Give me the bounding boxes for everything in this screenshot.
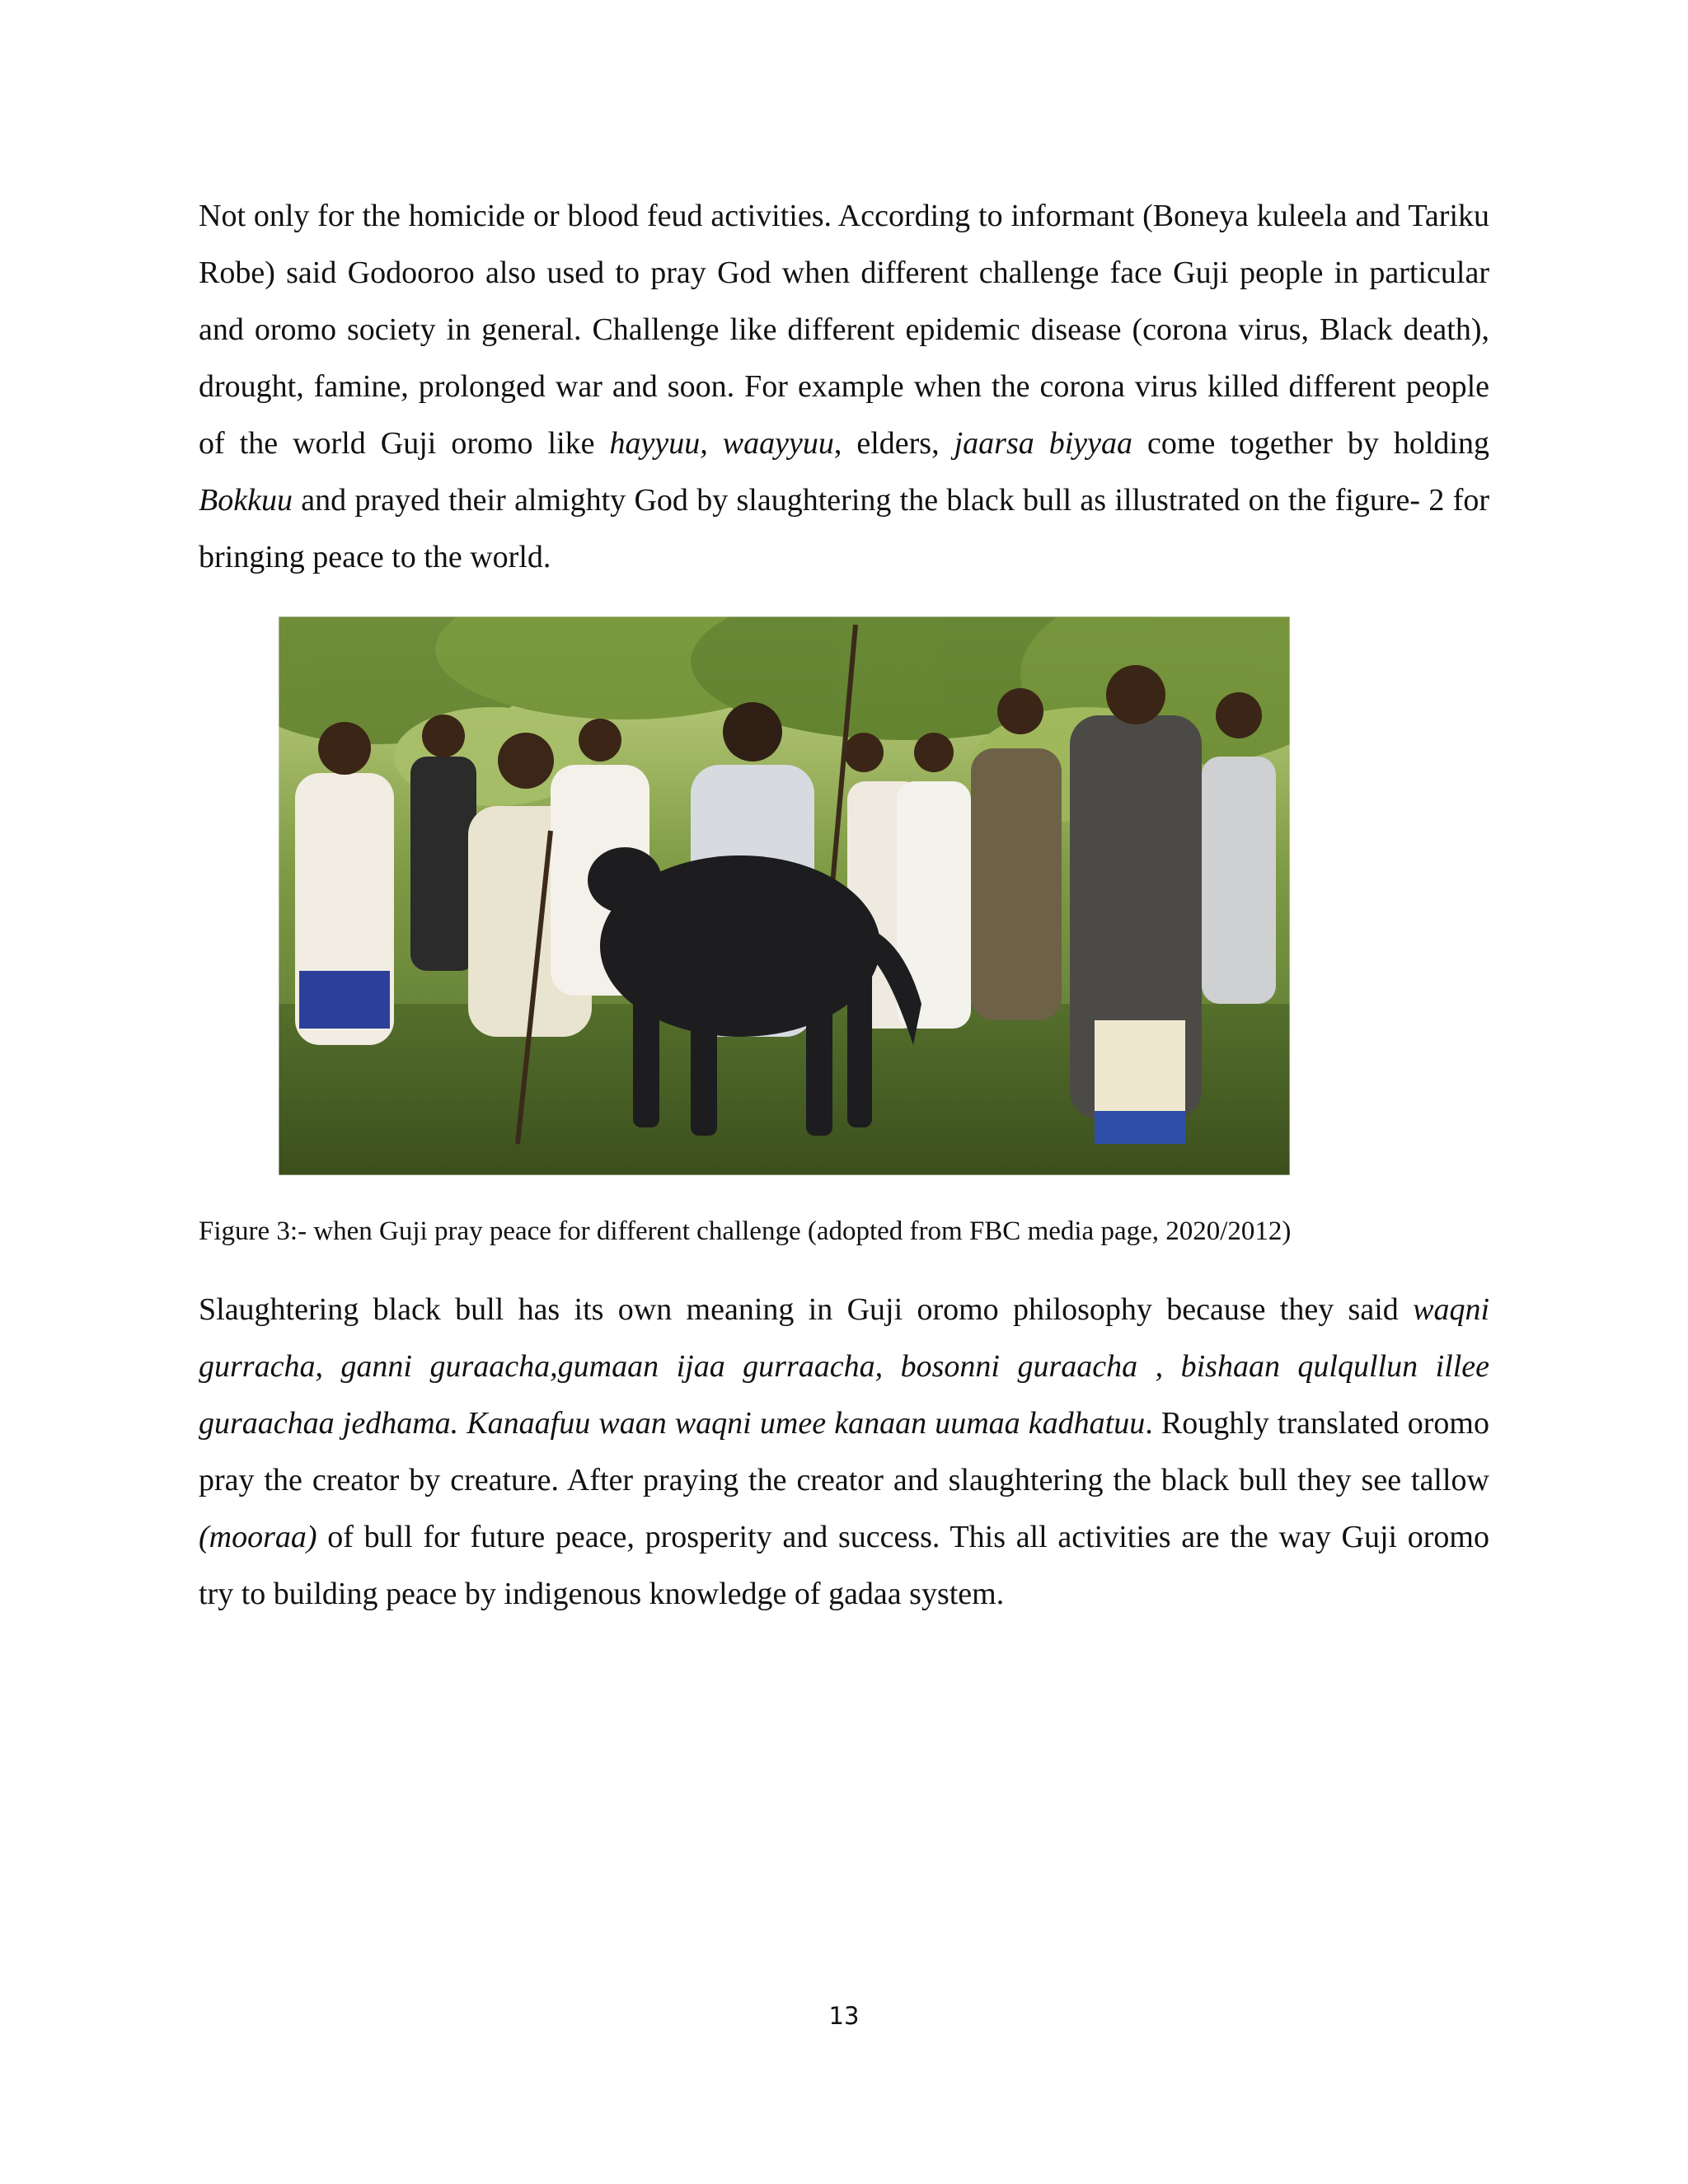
figure-caption: Figure 3:- when Guji pray peace for different challenge (adopted from FBC media page, 2020/2012) — [199, 1216, 1292, 1246]
paragraph-1-text-2: , elders, — [833, 426, 954, 461]
figure-photo — [279, 616, 1290, 1175]
paragraph-2-italic-2: (mooraa) — [199, 1520, 317, 1554]
paragraph-1-text-3: come together by holding — [1132, 426, 1489, 461]
paragraph-2-text-1: Slaughtering black bull has its own meaning in Guji oromo philosophy because they said — [199, 1292, 1414, 1327]
body-paragraph-1 — [199, 188, 1489, 586]
paragraph-1-italic-3: Bokkuu — [199, 483, 293, 518]
paragraph-1-italic-1: hayyuu, waayyuu — [609, 426, 834, 461]
paragraph-1-italic-2: jaarsa biyyaa — [954, 426, 1133, 461]
paragraph-2-italic-1: waqni gurracha, ganni guraacha,gumaan ijaa gurraacha, bosonni guraacha , bishaan qulqullun illee guraachaa jedhama. Kanaafuu waan waqni umee kanaan uumaa kadhatuu — [199, 1292, 1489, 1441]
body-paragraph-2 — [199, 1282, 1489, 1623]
page-number: 13 — [828, 2002, 860, 2030]
paragraph-2-text-3: of bull for future peace, prosperity and success. This all activities are the way Guji oromo try to building peace by indigenous knowledge of gadaa system. — [199, 1520, 1489, 1611]
paragraph-1-text-1: Not only for the homicide or blood feud activities. According to informant (Boneya kuleela and Tariku Robe) said Godooroo also used to pray God when different challenge face Guji people in particular and oromo society in general. Challenge like different epidemic disease (corona virus, Black death), drought, famine, prolonged war and soon. For example when the corona virus killed different people of the world Guji oromo like — [199, 199, 1489, 461]
paragraph-2-text-2: . Roughly translated oromo pray the creator by creature. After praying the creator and slaughtering the black bull they see tallow — [199, 1406, 1489, 1497]
ceremony-photo-illustration — [279, 616, 1290, 1175]
paragraph-1-text-4: and prayed their almighty God by slaughtering the black bull as illustrated on the figure- 2 for bringing peace to the world. — [199, 483, 1489, 574]
